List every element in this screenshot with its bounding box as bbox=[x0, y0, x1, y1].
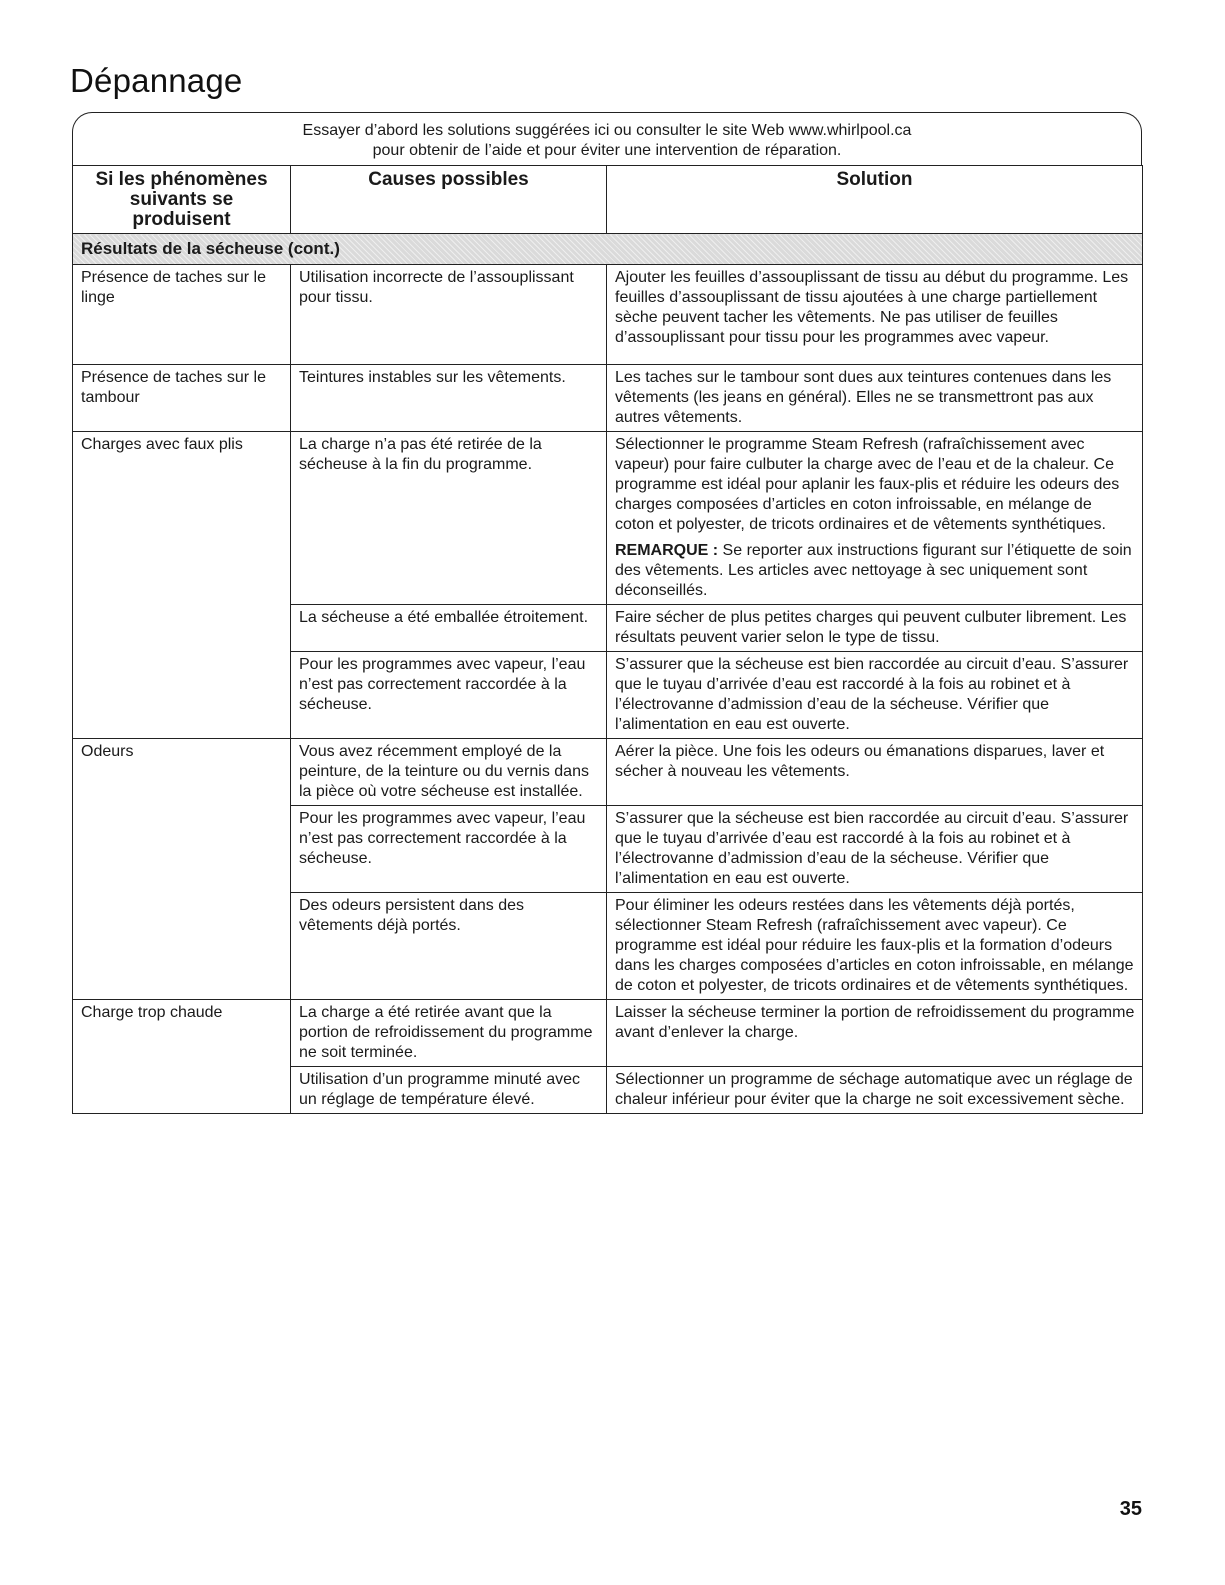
problem-cell: Charge trop chaude bbox=[73, 1000, 291, 1114]
header-solution: Solution bbox=[607, 166, 1143, 234]
solution-cell: Pour éliminer les odeurs restées dans les vêtements déjà portés, sélectionner Steam Refresh (rafraîchissement avec vapeur). Ce programme est idéal pour réduire les faux-plis et la formation d’odeurs dans les charges composées d’articles en coton infroissable, en mélange de coton et polyester, de tricots ordinaires et de vêtements synthétiques. bbox=[607, 893, 1143, 1000]
cause-cell: Utilisation d’un programme minuté avec un réglage de température élevé. bbox=[291, 1067, 607, 1114]
table-row bbox=[73, 1000, 1143, 1067]
cause-cell: La sécheuse a été emballée étroitement. bbox=[291, 605, 607, 652]
note-text: Se reporter aux instructions figurant sur l’étiquette de soin des vêtements. Les articles avec nettoyage à sec uniquement sont déconseillés. bbox=[615, 542, 1132, 599]
solution-text: Sélectionner le programme Steam Refresh (rafraîchissement avec vapeur) pour faire culbuter la charge avec de l’eau et de la chaleur. Ce programme est idéal pour aplanir les faux-plis et réduire les odeurs des charges composées d’articles en coton infroissable, en mélange de coton et polyester, de tricots ordinaires et de vêtements synthétiques. bbox=[615, 436, 1120, 533]
cause-cell: Des odeurs persistent dans des vêtements déjà portés. bbox=[291, 893, 607, 1000]
cause-cell: Vous avez récemment employé de la peinture, de la teinture ou du vernis dans la pièce où votre sécheuse est installée. bbox=[291, 739, 607, 806]
solution-cell: Faire sécher de plus petites charges qui peuvent culbuter librement. Les résultats peuvent varier selon le type de tissu. bbox=[607, 605, 1143, 652]
troubleshooting-table bbox=[72, 165, 1143, 1114]
cause-cell: Pour les programmes avec vapeur, l’eau n’est pas correctement raccordée à la sécheuse. bbox=[291, 806, 607, 893]
header-causes: Causes possibles bbox=[291, 166, 607, 234]
problem-cell: Présence de taches sur le tambour bbox=[73, 365, 291, 432]
page-title: Dépannage bbox=[70, 62, 243, 99]
solution-cell: S’assurer que la sécheuse est bien raccordée au circuit d’eau. S’assurer que le tuyau d’arrivée d’eau est raccordé à la fois au robinet et à l’électrovanne d’admission d’eau de la sécheuse. Vérifier que l’alimentation en eau est ouverte. bbox=[607, 806, 1143, 893]
cause-cell: Teintures instables sur les vêtements. bbox=[291, 365, 607, 432]
page-number: 35 bbox=[1119, 1498, 1142, 1520]
note-label: REMARQUE : bbox=[615, 542, 719, 559]
intro-line-2: pour obtenir de l’aide et pour éviter une intervention de réparation. bbox=[372, 142, 842, 159]
problem-cell: Présence de taches sur le linge bbox=[73, 265, 291, 365]
header-problem: Si les phénomènes suivants se produisent bbox=[73, 166, 291, 234]
table-row bbox=[73, 739, 1143, 806]
cause-cell: Pour les programmes avec vapeur, l’eau n’est pas correctement raccordée à la sécheuse. bbox=[291, 652, 607, 739]
solution-cell: Sélectionner un programme de séchage automatique avec un réglage de chaleur inférieur pour éviter que la charge ne soit excessivement sèche. bbox=[607, 1067, 1143, 1114]
table-row bbox=[73, 432, 1143, 605]
intro-line-1: Essayer d’abord les solutions suggérées ici ou consulter le site Web www.whirlpool.ca bbox=[302, 122, 912, 139]
note-paragraph bbox=[615, 541, 1135, 601]
solution-cell: Ajouter les feuilles d’assouplissant de tissu au début du programme. Les feuilles d’assouplissant de tissu ajoutées à une charge partiellement sèche peuvent tacher les vêtements. Ne pas utiliser de feuilles d’assouplissant pour tissu pour les programmes avec vapeur. bbox=[607, 265, 1143, 365]
cause-cell: Utilisation incorrecte de l’assouplissant pour tissu. bbox=[291, 265, 607, 365]
solution-cell: Les taches sur le tambour sont dues aux teintures contenues dans les vêtements (les jeans en général). Elles ne se transmettront pas aux autres vêtements. bbox=[607, 365, 1143, 432]
cause-cell: La charge a été retirée avant que la portion de refroidissement du programme ne soit terminée. bbox=[291, 1000, 607, 1067]
troubleshooting-box bbox=[72, 112, 1142, 1114]
section-row bbox=[73, 234, 1143, 265]
section-label: Résultats de la sécheuse (cont.) bbox=[73, 234, 1143, 265]
problem-cell: Charges avec faux plis bbox=[73, 432, 291, 739]
table-row bbox=[73, 265, 1143, 365]
solution-cell: S’assurer que la sécheuse est bien raccordée au circuit d’eau. S’assurer que le tuyau d’arrivée d’eau est raccordé à la fois au robinet et à l’électrovanne d’admission d’eau de la sécheuse. Vérifier que l’alimentation en eau est ouverte. bbox=[607, 652, 1143, 739]
table-row bbox=[73, 365, 1143, 432]
intro-note bbox=[72, 112, 1142, 165]
solution-cell bbox=[607, 432, 1143, 605]
problem-cell: Odeurs bbox=[73, 739, 291, 1000]
solution-cell: Aérer la pièce. Une fois les odeurs ou émanations disparues, laver et sécher à nouveau les vêtements. bbox=[607, 739, 1143, 806]
table-header-row bbox=[73, 166, 1143, 234]
solution-cell: Laisser la sécheuse terminer la portion de refroidissement du programme avant d’enlever la charge. bbox=[607, 1000, 1143, 1067]
cause-cell: La charge n’a pas été retirée de la sécheuse à la fin du programme. bbox=[291, 432, 607, 605]
